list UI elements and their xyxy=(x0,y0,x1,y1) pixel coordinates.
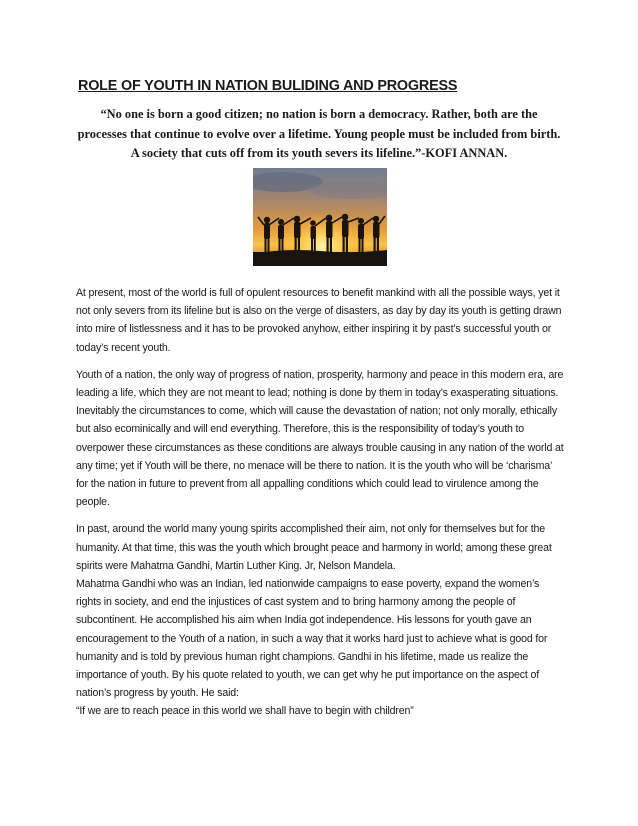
essay-body xyxy=(76,284,566,721)
document-title: ROLE OF YOUTH IN NATION BULIDING AND PROGRESS xyxy=(78,78,458,94)
sunset-silhouette-photo xyxy=(253,168,387,266)
paragraph-4: Mahatma Gandhi who was an Indian, led nationwide campaigns to ease poverty, expand the women’s rights in society, and end the injustices of cast system and to bring harmony among the people of subcontinent. He accomplished his aim when India got independence. His lessons for youth gave an encouragement to the Youth of a nation, in such a way that it works hard just to achieve what is good for humanity and is told by previous human right champions. Gandhi in his lifetime, made us realize the importance of youth. By his quote related to youth, we can get why he put importance on the aspect of nation’s progress by youth. He said: xyxy=(76,578,548,700)
paragraph-2: Youth of a nation, the only way of progress of nation, prosperity, harmony and peace in this modern era, are leading a life, which they are not meant to lead; nothing is done by them in today’s exasperating situations. Inevitably the circumstances to come, which will cause the devastation of nation; not only morally, ethically but also ecominically and will end everything. Therefore, this is the responsibility of today’s youth to overpower these circumstances as these conditions are always trouble causing in any nation of the world at any time; yet if Youth will be there, no menace will be there to nation. It is the youth who will be ‘charisma’ for the nation in future to prevent from all appalling conditions which could lead to virulence among the people. xyxy=(76,368,564,509)
paragraph-1: At present, most of the world is full of opulent resources to benefit mankind with all the possible ways, yet it not only severs from its lifeline but is also on the verge of disasters, as day by day its youth is getting drawn into mire of listlessness and it has to be provoked anyhow, either inspiring it by past’s successful youth or today’s recent youth. xyxy=(76,287,562,354)
opening-quote: “No one is born a good citizen; no nation is born a democracy. Rather, both are the processes that continue to evolve over a lifetime. Young people must be included from birth. A society that cuts off from its youth severs its lifeline.”-KOFI ANNAN. xyxy=(77,107,561,160)
paragraph-5-quote: “If we are to reach peace in this world we shall have to begin with children” xyxy=(76,705,414,718)
paragraph-3: In past, around the world many young spirits accomplished their aim, not only for themselves but for the humanity. At that time, this was the youth which brought peace and harmony in world; among these great spirits were Mahatma Gandhi, Martin Luther King. Jr, Nelson Mandela. xyxy=(76,523,552,572)
